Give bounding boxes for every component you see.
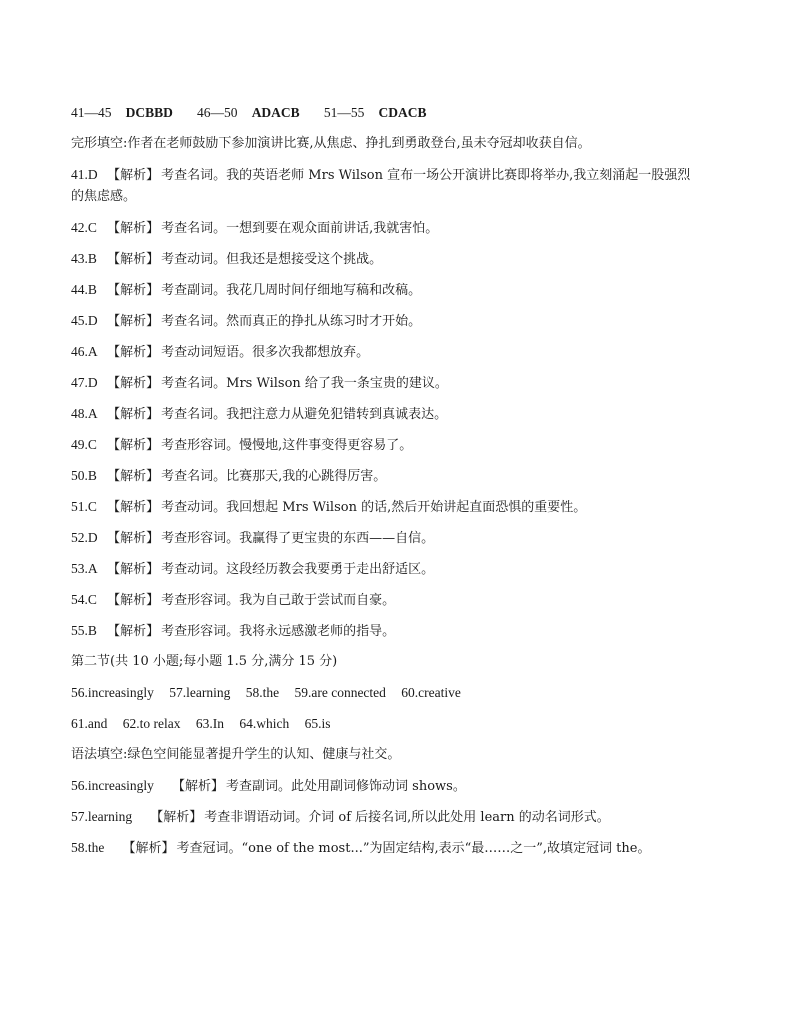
fill-answer: 63.In xyxy=(195,716,224,731)
fill-answer: 62.to relax xyxy=(122,716,181,731)
explanation-line xyxy=(71,434,741,465)
answer-document xyxy=(71,102,741,868)
question-number: 55.B xyxy=(71,623,97,638)
explanation-text: 考查名词。一想到要在观众面前讲话,我就害怕。 xyxy=(161,221,439,236)
analysis-tag: 【解析】 xyxy=(107,531,160,546)
analysis-tag: 【解析】 xyxy=(107,345,160,360)
analysis-tag: 【解析】 xyxy=(107,500,160,515)
question-number: 47.D xyxy=(71,375,98,390)
explanation-text: 考查非谓语动词。介词 of 后接名词,所以此处用 learn 的动名词形式。 xyxy=(204,810,610,825)
question-number: 48.A xyxy=(71,406,98,421)
fill-answer: 64.which xyxy=(239,716,290,731)
explanation-line xyxy=(71,279,741,310)
analysis-tag: 【解析】 xyxy=(107,562,160,577)
fill-answer: 61.and xyxy=(71,716,108,731)
question-number: 54.C xyxy=(71,592,97,607)
explanation-line xyxy=(71,589,741,620)
question-number: 45.D xyxy=(71,313,98,328)
explanation-line xyxy=(71,341,741,372)
explanation-text: 考查名词。我的英语老师 Mrs Wilson 宣布一场公开演讲比赛即将举办,我立刻涌起一股强烈 xyxy=(161,168,691,183)
explanation-text: 考查名词。比赛那天,我的心跳得厉害。 xyxy=(161,469,387,484)
analysis-tag: 【解析】 xyxy=(107,252,160,267)
cloze-summary: 完形填空:作者在老师鼓励下参加演讲比赛,从焦虑、挣扎到勇敢登台,虽未夺冠却收获自信。 xyxy=(71,136,591,151)
explanation-text: 考查副词。此处用副词修饰动词 shows。 xyxy=(226,779,466,794)
explanation-line xyxy=(71,620,741,651)
fill-answer: 60.creative xyxy=(401,685,461,700)
explanation-line xyxy=(71,310,741,341)
explanation-text: 考查副词。我花几周时间仔细地写稿和改稿。 xyxy=(161,283,422,298)
explanation-text: 考查名词。我把注意力从避免犯错转到真诚表达。 xyxy=(161,407,448,422)
question-number: 50.B xyxy=(71,468,97,483)
grammar-summary: 语法填空:绿色空间能显著提升学生的认知、健康与社交。 xyxy=(71,747,401,762)
explanation-line xyxy=(71,248,741,279)
explanation-text: 考查动词。我回想起 Mrs Wilson 的话,然后开始讲起直面恐惧的重要性。 xyxy=(161,500,587,515)
question-number: 43.B xyxy=(71,251,97,266)
analysis-tag: 【解析】 xyxy=(107,593,160,608)
answer-range: 41—45 xyxy=(71,105,112,120)
question-number: 51.C xyxy=(71,499,97,514)
explanation-line xyxy=(71,217,741,248)
analysis-tag: 【解析】 xyxy=(107,469,160,484)
explanation-line xyxy=(71,403,741,434)
explanation-line xyxy=(71,496,741,527)
fill-answer: 56.increasingly xyxy=(71,685,154,700)
answer-keys: CDACB xyxy=(378,105,427,120)
explanation-line xyxy=(71,164,741,186)
question-number: 53.A xyxy=(71,561,98,576)
analysis-tag: 【解析】 xyxy=(122,841,175,856)
question-number: 41.D xyxy=(71,167,98,182)
explanation-line xyxy=(71,837,741,868)
explanation-line xyxy=(71,527,741,558)
question-number: 42.C xyxy=(71,220,97,235)
explanation-line xyxy=(71,558,741,589)
analysis-tag: 【解析】 xyxy=(107,624,160,639)
explanation-text: 考查形容词。我为自己敢于尝试而自豪。 xyxy=(161,593,396,608)
analysis-tag: 【解析】 xyxy=(107,314,160,329)
explanation-text: 考查冠词。“one of the most...”为固定结构,表示“最……之一”,故填定冠词 the。 xyxy=(176,841,651,856)
analysis-tag: 【解析】 xyxy=(107,221,160,236)
analysis-tag: 【解析】 xyxy=(107,376,160,391)
question-number: 58.the xyxy=(71,840,105,855)
fill-answers-row xyxy=(71,713,741,744)
fill-answer: 57.learning xyxy=(169,685,231,700)
answer-keys: DCBBD xyxy=(125,105,173,120)
fill-answers-row xyxy=(71,682,741,713)
question-number: 49.C xyxy=(71,437,97,452)
analysis-tag: 【解析】 xyxy=(172,779,225,794)
explanation-line xyxy=(71,372,741,403)
explanation-text: 考查名词。Mrs Wilson 给了我一条宝贵的建议。 xyxy=(161,376,448,391)
explanation-text: 考查动词。但我还是想接受这个挑战。 xyxy=(161,252,383,267)
analysis-tag: 【解析】 xyxy=(150,810,203,825)
explanation-line xyxy=(71,465,741,496)
question-number: 57.learning xyxy=(71,809,133,824)
explanation-line xyxy=(71,806,741,837)
analysis-tag: 【解析】 xyxy=(107,438,160,453)
explanation-line xyxy=(71,775,741,806)
fill-answer: 59.are connected xyxy=(294,685,386,700)
answer-range: 51—55 xyxy=(323,105,365,120)
answer-key-row xyxy=(71,102,741,133)
question-number: 44.B xyxy=(71,282,97,297)
question-number: 52.D xyxy=(71,530,98,545)
analysis-tag: 【解析】 xyxy=(107,168,160,183)
explanation-text: 考查形容词。我赢得了更宝贵的东西——自信。 xyxy=(161,531,435,546)
explanation-continuation: 的焦虑感。 xyxy=(71,189,137,204)
explanation-text: 考查动词。这段经历教会我要勇于走出舒适区。 xyxy=(161,562,435,577)
analysis-tag: 【解析】 xyxy=(107,407,160,422)
explanation-text: 考查动词短语。很多次我都想放弃。 xyxy=(161,345,370,360)
analysis-tag: 【解析】 xyxy=(107,283,160,298)
explanation-text: 考查形容词。慢慢地,这件事变得更容易了。 xyxy=(161,438,413,453)
explanation-text: 考查名词。然而真正的挣扎从练习时才开始。 xyxy=(161,314,422,329)
answer-keys: ADACB xyxy=(251,105,300,120)
fill-answer: 58.the xyxy=(245,685,280,700)
explanation-text: 考查形容词。我将永远感激老师的指导。 xyxy=(161,624,396,639)
section-title: 第二节(共 10 小题;每小题 1.5 分,满分 15 分) xyxy=(71,654,338,669)
fill-answer: 65.is xyxy=(304,716,331,731)
answer-range: 46—50 xyxy=(197,105,238,120)
question-number: 46.A xyxy=(71,344,98,359)
question-number: 56.increasingly xyxy=(71,778,154,793)
